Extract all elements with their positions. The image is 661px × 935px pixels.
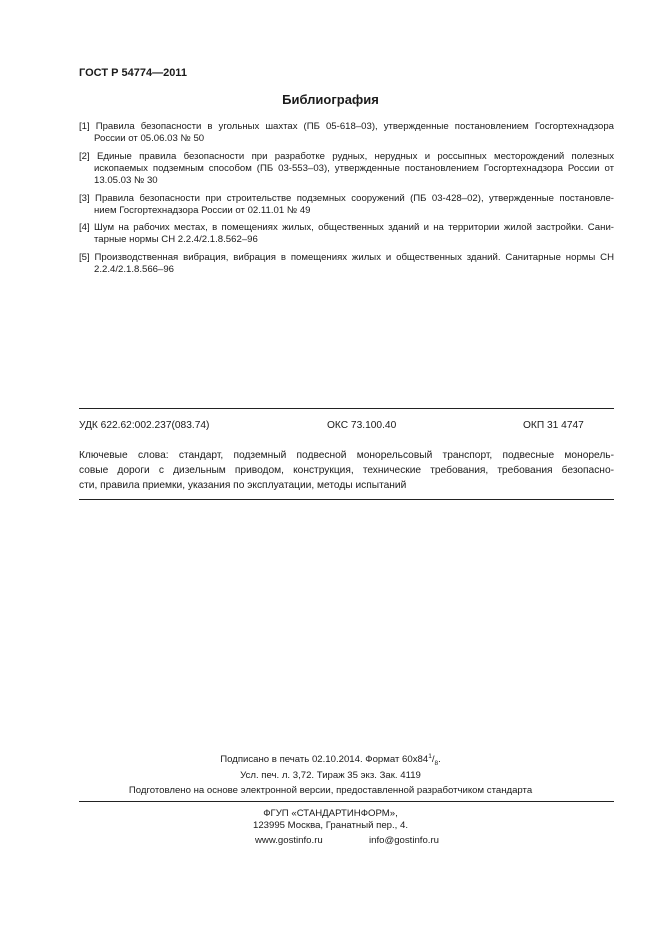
bibliography-entry-4 (79, 222, 614, 246)
format-numerator: 1 (428, 753, 432, 760)
publisher-address: 123995 Москва, Гранатный пер., 4. (253, 820, 408, 831)
entry-continuation: 2.2.4/2.1.8.566–96 (94, 264, 175, 275)
keywords-block (79, 448, 614, 493)
keywords-line-1: Ключевые слова: стандарт, подземный подвесной монорельсовый транспорт, подвесные монорель- (79, 450, 614, 461)
bibliography-entry-1 (79, 121, 614, 145)
oks-code: ОКС 73.100.40 (327, 420, 397, 431)
signed-suffix: . (438, 754, 441, 766)
format-denominator: 8 (434, 760, 439, 768)
entry-continuation: нием Госгортехнадзора России от 02.11.01 № 49 (94, 205, 311, 216)
entry-continuation: ископаемых подземным способом (ПБ 03-553–03), утвержденные постановлением Госгортехнадзора России от 13.05.03 № 30 (94, 163, 614, 186)
separator-line (79, 499, 614, 500)
standard-code: ГОСТ Р 54774—2011 (79, 67, 187, 79)
bibliography-entry-2 (79, 151, 614, 187)
keywords-line-3: сти, правила приемки, указания по эксплуатации, методы испытаний (79, 480, 407, 491)
entry-first-line: [4] Шум на рабочих местах, в помещениях жилых, общественных зданий и на территории жилой застройки. Сани- (79, 222, 614, 233)
separator-line (79, 408, 614, 409)
udk-code: УДК 622.62:002.237(083.74) (79, 420, 210, 431)
prepared-note: Подготовлено на основе электронной версии, предоставленной разработчиком стандарта (128, 785, 533, 796)
keywords-line-2: совые дороги с дизельным приводом, конструкция, технические требования, требования безопасно- (79, 465, 614, 476)
print-info: Усл. печ. л. 3,72. Тираж 35 экз. Зак. 4119 (240, 770, 421, 781)
entry-first-line: [5] Производственная вибрация, вибрация в помещениях жилых и общественных зданий. Санитарные нормы СН (79, 252, 614, 263)
separator-line (79, 801, 614, 802)
entry-first-line: [1] Правила безопасности в угольных шахтах (ПБ 05-618–03), утвержденные постановлением Госгортехнадзора (79, 121, 614, 132)
bibliography-entry-5 (79, 252, 614, 276)
bibliography-entry-3 (79, 193, 614, 217)
entry-first-line: [3] Правила безопасности при строительстве подземных сооружений (ПБ 03-428–02), утвержденные постановле- (79, 193, 614, 204)
website-link[interactable]: www.gostinfo.ru (255, 835, 323, 846)
signed-to-print: Подписано в печать 02.10.2014. Формат $60x84^1/_8$. (220, 753, 441, 768)
bibliography-title: Библиография (282, 92, 379, 107)
entry-continuation: России от 05.06.03 № 50 (94, 133, 205, 144)
email-link[interactable]: info@gostinfo.ru (369, 835, 440, 846)
okp-code: ОКП 31 4747 (523, 420, 584, 431)
publisher-name: ФГУП «СТАНДАРТИНФОРМ», (263, 808, 398, 819)
entry-first-line: [2] Единые правила безопасности при разработке рудных, нерудных и россыпных месторождений полезных (79, 151, 614, 162)
publisher-block (0, 808, 661, 832)
signed-prefix: Подписано в печать 02.10.2014. Формат 60x84 (220, 754, 429, 766)
entry-continuation: тарные нормы СН 2.2.4/2.1.8.562–96 (94, 234, 258, 245)
